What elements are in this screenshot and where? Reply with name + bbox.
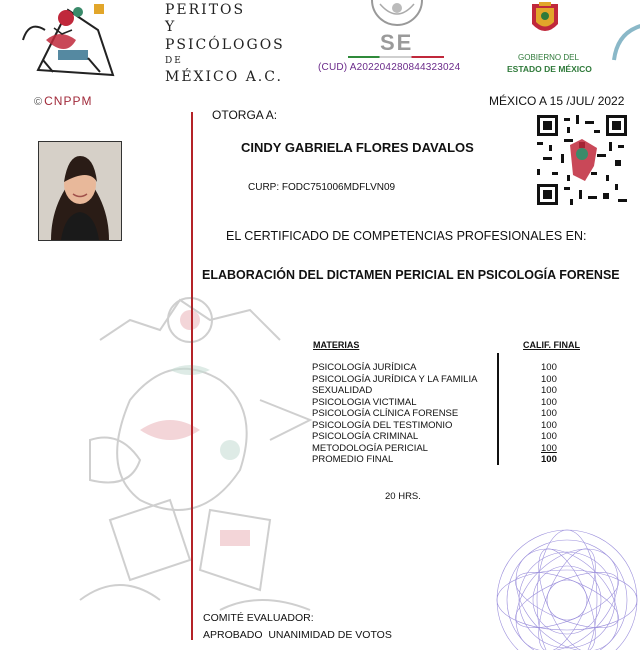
se-divider [348,56,444,58]
cnppm-acronym: CNPPM [44,94,93,108]
institute-name-line: Y [165,19,177,35]
grade-value: 100 [541,442,557,454]
institute-name-line: DE [165,56,183,66]
table-divider [497,353,499,465]
grade-value: 100 [541,396,557,408]
subject-row: PSICOLOGÍA CRIMINAL [312,431,419,442]
subject-row: PSICOLOGIA VICTIMAL [312,396,417,408]
grade-value: 100 [541,419,557,431]
gobierno-line-1: GOBIERNO DEL [518,53,579,62]
specialty-title: ELABORACIÓN DEL DICTAMEN PERICIAL EN PSICOLOGÍA FORENSE [202,268,620,282]
institute-name-line: PERITOS [165,2,246,18]
evaluation-committee-label: COMITÉ EVALUADOR: [203,612,314,624]
national-eagle-seal-icon [368,0,426,26]
copyright-symbol: © [34,96,44,108]
subjects-header: MATERIAS [313,340,360,350]
grade-value: 100 [541,408,557,419]
qr-code-icon [537,115,627,205]
aztec-deity-logo-icon [18,0,128,82]
grade-header: CALIF. FINAL [523,340,580,350]
institute-name-line: MÉXICO A.C. [165,69,283,85]
edomex-shield-icon [530,2,560,38]
subject-row: SEXUALIDAD [312,385,373,396]
institute-name [165,0,285,87]
recipient-curp: CURP: FODC751006MDFLVN09 [248,182,396,193]
course-hours: 20 HRS. [385,491,421,502]
grade-value: 100 [541,362,557,373]
otorga-label: OTORGA A: [212,108,278,122]
subject-row: PSICOLOGÍA DEL TESTIMONIO [312,419,453,431]
final-average-value: 100 [541,454,557,465]
final-average-label: PROMEDIO FINAL [312,454,394,465]
grades-list [541,362,557,466]
issue-date: MÉXICO A 15 /JUL/ 2022 [489,94,625,108]
subject-row: METODOLOGÍA PERICIAL [312,442,428,454]
subject-row: PSICOLOGÍA CLÍNICA FORENSE [312,408,459,419]
cud-code: (CUD) A202204280844323024 [318,62,461,73]
cnppm-copyright [34,94,92,108]
grade-value: 100 [541,431,557,442]
approval-status: APROBADO UNANIMIDAD DE VOTOS [203,629,392,641]
subjects-list [312,362,477,466]
decorative-arc-icon [612,22,640,62]
guilloche-seal-icon [482,510,640,650]
subject-row: PSICOLOGÍA JURÍDICA [312,362,417,373]
institute-name-line: PSICÓLOGOS [165,37,285,53]
grade-value: 100 [541,373,557,385]
portrait-image [39,142,121,240]
subject-row: PSICOLOGÍA JURÍDICA Y LA FAMILIA [312,373,478,385]
certificate-statement: EL CERTIFICADO DE COMPETENCIAS PROFESIONALES EN: [226,229,587,243]
aztec-deity-watermark-icon [70,280,330,620]
gobierno-line-2: ESTADO DE MÉXICO [507,64,592,74]
grade-value: 100 [541,385,557,396]
se-label: SE [380,30,414,55]
recipient-photo [38,141,122,241]
recipient-name: CINDY GABRIELA FLORES DAVALOS [241,140,474,155]
